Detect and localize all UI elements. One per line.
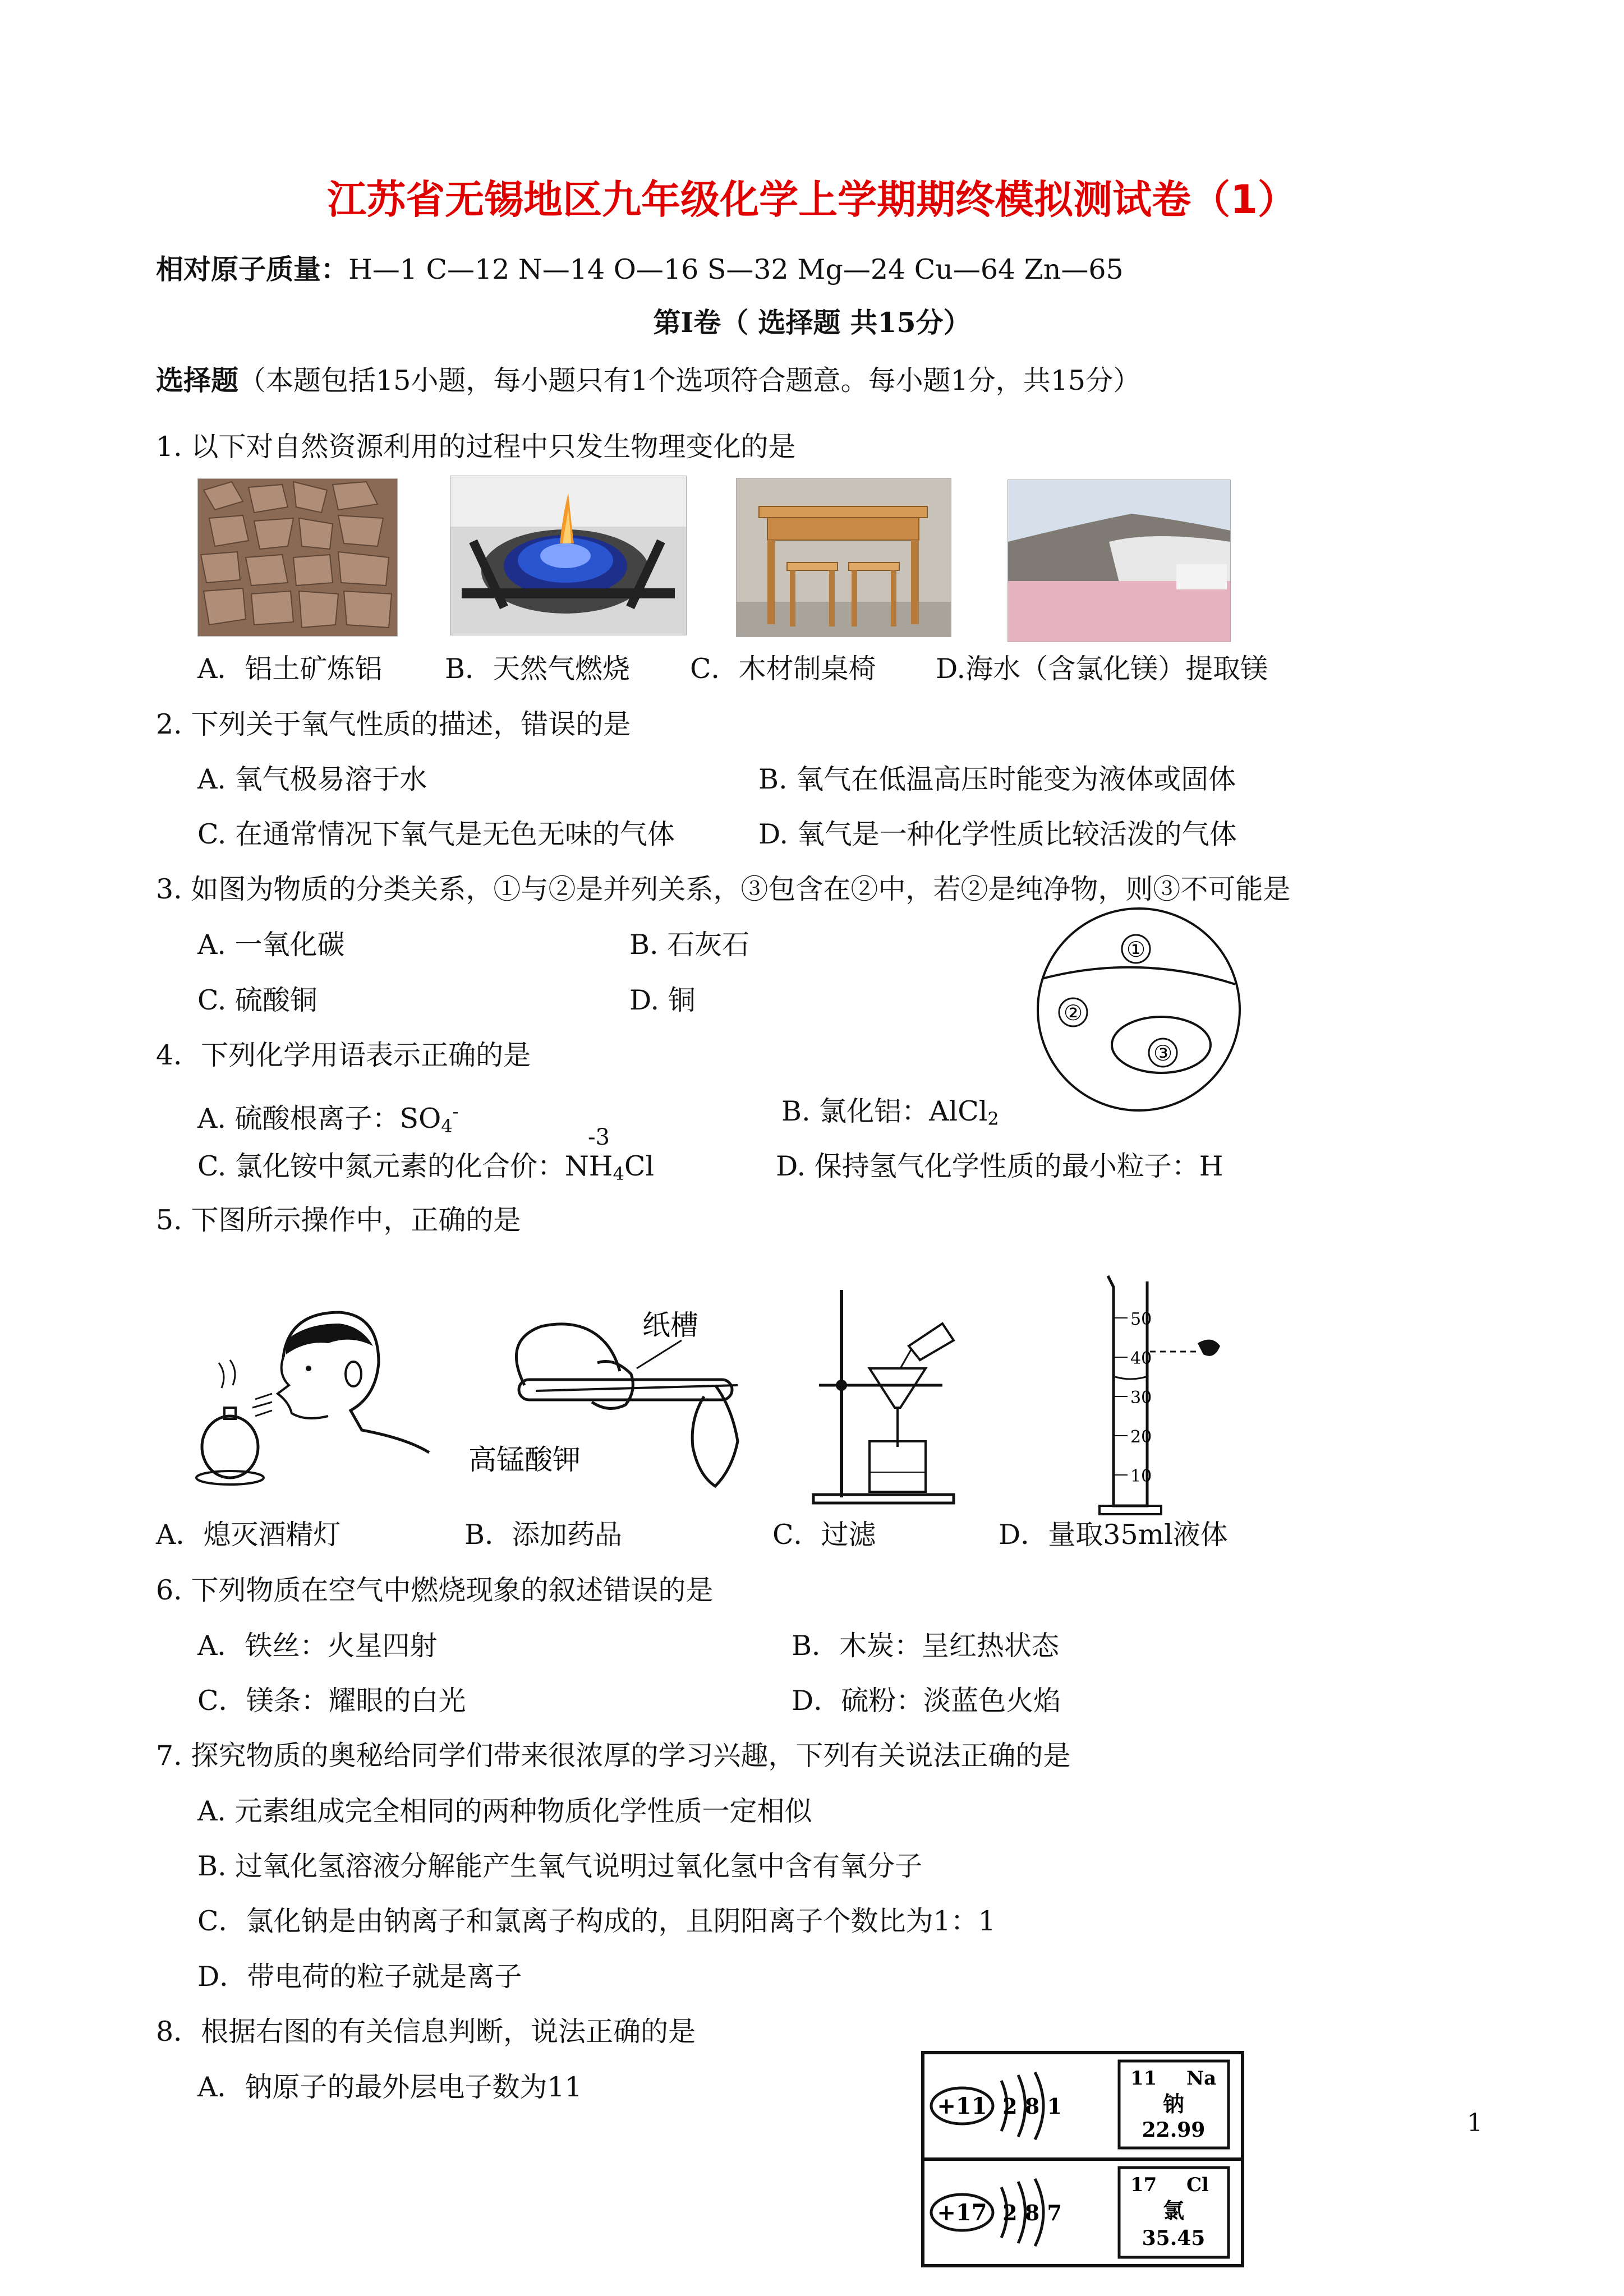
q7-option-c: C．氯化钠是由钠离子和氯离子构成的，且阴阳离子个数比为1：1: [197, 1905, 996, 1937]
nh4cl-h: H: [588, 1150, 613, 1182]
q7-option-d: D．带电荷的粒子就是离子: [197, 1961, 522, 1993]
gas-stove-photo: [450, 476, 687, 635]
sodium-mass: 22.99: [1142, 2118, 1206, 2142]
instructions-rest: （本题包括15小题，每小题只有1个选项符合题意。每小题1分，共15分）: [238, 365, 1141, 397]
q3-option-b: B. 石灰石: [629, 929, 750, 961]
chlorine-mass: 35.45: [1142, 2226, 1206, 2250]
sodium-name: 钠: [1162, 2091, 1185, 2117]
q3-option-d: D. 铜: [629, 984, 696, 1016]
sodium-symbol: Na: [1186, 2067, 1217, 2090]
chlorine-electrons: 2 8 7: [1002, 2200, 1062, 2225]
page-number: 1: [1467, 2109, 1483, 2137]
q5-stem: 5. 下图所示操作中，正确的是: [156, 1204, 521, 1236]
alcl-main: AlCl: [929, 1095, 988, 1127]
seawater-salt-photo: [1007, 480, 1231, 642]
alcl-formula: [929, 1095, 999, 1127]
diagram-label-3: ③: [1153, 1041, 1173, 1066]
q5-option-b: B．添加药品: [464, 1519, 623, 1551]
q4-option-a-text: A. 硫酸根离子：: [197, 1103, 400, 1135]
chlorine-name: 氯: [1162, 2198, 1185, 2223]
paper-trough-label: 纸槽: [642, 1309, 698, 1341]
cylinder-tick-50: 50: [1130, 1310, 1152, 1329]
atomic-mass-line: [156, 252, 1124, 287]
atomic-mass-values: H—1 C—12 N—14 O—16 S—32 Mg—24 Cu—64 Zn—65: [348, 253, 1124, 285]
diagram-label-2: ②: [1063, 1001, 1083, 1025]
instructions-bold: 选择题: [156, 364, 239, 397]
atom-structure-figure: [920, 2050, 1245, 2269]
q8-stem: 8．根据右图的有关信息判断，说法正确的是: [156, 2016, 696, 2048]
cylinder-figure: [1074, 1270, 1254, 1523]
q1-stem: 1. 以下对自然资源利用的过程中只发生物理变化的是: [156, 431, 796, 463]
q1-option-d: D.海水（含氯化镁）提取镁: [936, 653, 1268, 685]
q6-option-d: D．硫粉：淡蓝色火焰: [792, 1685, 1061, 1717]
instructions: [156, 363, 1140, 398]
nh4cl-cl: Cl: [624, 1150, 655, 1182]
q2-option-a: A. 氧气极易溶于水: [197, 763, 427, 795]
q6-stem: 6. 下列物质在空气中燃烧现象的叙述错误的是: [156, 1574, 714, 1606]
q1-option-a: A．铝土矿炼铝: [197, 653, 383, 685]
sodium-nucleus: +11: [937, 2093, 987, 2119]
classification-diagram: [1035, 906, 1243, 1113]
chlorine-symbol: Cl: [1186, 2174, 1209, 2196]
cylinder-tick-20: 20: [1130, 1427, 1152, 1447]
q4-option-c: [197, 1150, 654, 1191]
q6-option-b: B．木炭：呈红热状态: [792, 1630, 1060, 1662]
chlorine-nucleus: +17: [937, 2200, 987, 2226]
sulfate-formula: [400, 1103, 459, 1135]
q1-option-b: B．天然气燃烧: [445, 653, 631, 685]
q6-option-a: A．铁丝：火星四射: [197, 1630, 438, 1662]
sulfate-main: SO: [399, 1103, 441, 1135]
nh4cl-sub: 4: [613, 1163, 624, 1184]
q6-option-c: C．镁条：耀眼的白光: [197, 1685, 466, 1717]
q5-option-a: A．熄灭酒精灯: [156, 1519, 341, 1551]
bauxite-photo: [197, 478, 398, 637]
cylinder-tick-30: 30: [1130, 1388, 1152, 1408]
extinguish-lamp-figure: [194, 1301, 440, 1503]
q2-option-c: C. 在通常情况下氧气是无色无味的气体: [197, 818, 675, 850]
sulfate-sub: 4: [441, 1115, 453, 1137]
add-reagent-figure: [468, 1307, 771, 1492]
q4-option-b-text: B. 氯化铝：: [781, 1095, 930, 1127]
section-title: 第Ⅰ卷（ 选择题 共15分）: [653, 306, 971, 339]
document-title: 江苏省无锡地区九年级化学上学期期终模拟测试卷（1）: [327, 177, 1297, 223]
q7-stem: 7. 探究物质的奥秘给同学们带来很浓厚的学习兴趣，下列有关说法正确的是: [156, 1740, 1071, 1772]
chlorine-number: 17: [1130, 2174, 1157, 2196]
q2-option-b: B. 氧气在低温高压时能变为液体或固体: [758, 763, 1236, 795]
q3-option-a: A. 一氧化碳: [197, 929, 345, 961]
nitrogen-valence: -3: [588, 1124, 610, 1150]
q7-option-b: B. 过氧化氢溶液分解能产生氧气说明过氧化氢中含有氧分子: [197, 1850, 923, 1882]
alcl-sub: 2: [987, 1108, 999, 1129]
q8-option-a: A．钠原子的最外层电子数为11: [197, 2071, 582, 2103]
q2-option-d: D. 氧气是一种化学性质比较活泼的气体: [758, 818, 1237, 850]
q4-option-a: [197, 1095, 458, 1143]
sulfate-charge: -: [452, 1101, 459, 1122]
q4-option-b: [781, 1095, 999, 1136]
sodium-number: 11: [1130, 2067, 1157, 2090]
wood-furniture-photo: [736, 478, 951, 637]
kmno4-label: 高锰酸钾: [468, 1444, 581, 1476]
filtration-figure: [797, 1279, 965, 1514]
q1-option-c: C．木材制桌椅: [690, 653, 876, 685]
q4-option-d: D. 保持氢气化学性质的最小粒子：H: [776, 1150, 1223, 1182]
q7-option-a: A. 元素组成完全相同的两种物质化学性质一定相似: [197, 1795, 812, 1827]
atomic-mass-label: 相对原子质量：: [156, 253, 349, 285]
nh4cl-formula: [565, 1150, 654, 1182]
q4-option-c-text: C. 氯化铵中氮元素的化合价：: [197, 1150, 565, 1182]
diagram-label-1: ①: [1126, 937, 1146, 962]
q3-stem: 3. 如图为物质的分类关系，①与②是并列关系，③包含在②中，若②是纯净物，则③不可能是: [156, 873, 1291, 905]
q3-option-c: C. 硫酸铜: [197, 984, 318, 1016]
q4-stem: 4．下列化学用语表示正确的是: [156, 1039, 531, 1071]
sodium-electrons: 2 8 1: [1002, 2094, 1062, 2119]
q2-stem: 2. 下列关于氧气性质的描述，错误的是: [156, 708, 631, 740]
nh4cl-n: N: [564, 1150, 589, 1182]
cylinder-tick-10: 10: [1130, 1467, 1152, 1486]
cylinder-tick-40: 40: [1130, 1349, 1152, 1368]
q5-option-d: D．量取35ml液体: [999, 1519, 1228, 1551]
q5-option-c: C．过滤: [772, 1519, 876, 1551]
